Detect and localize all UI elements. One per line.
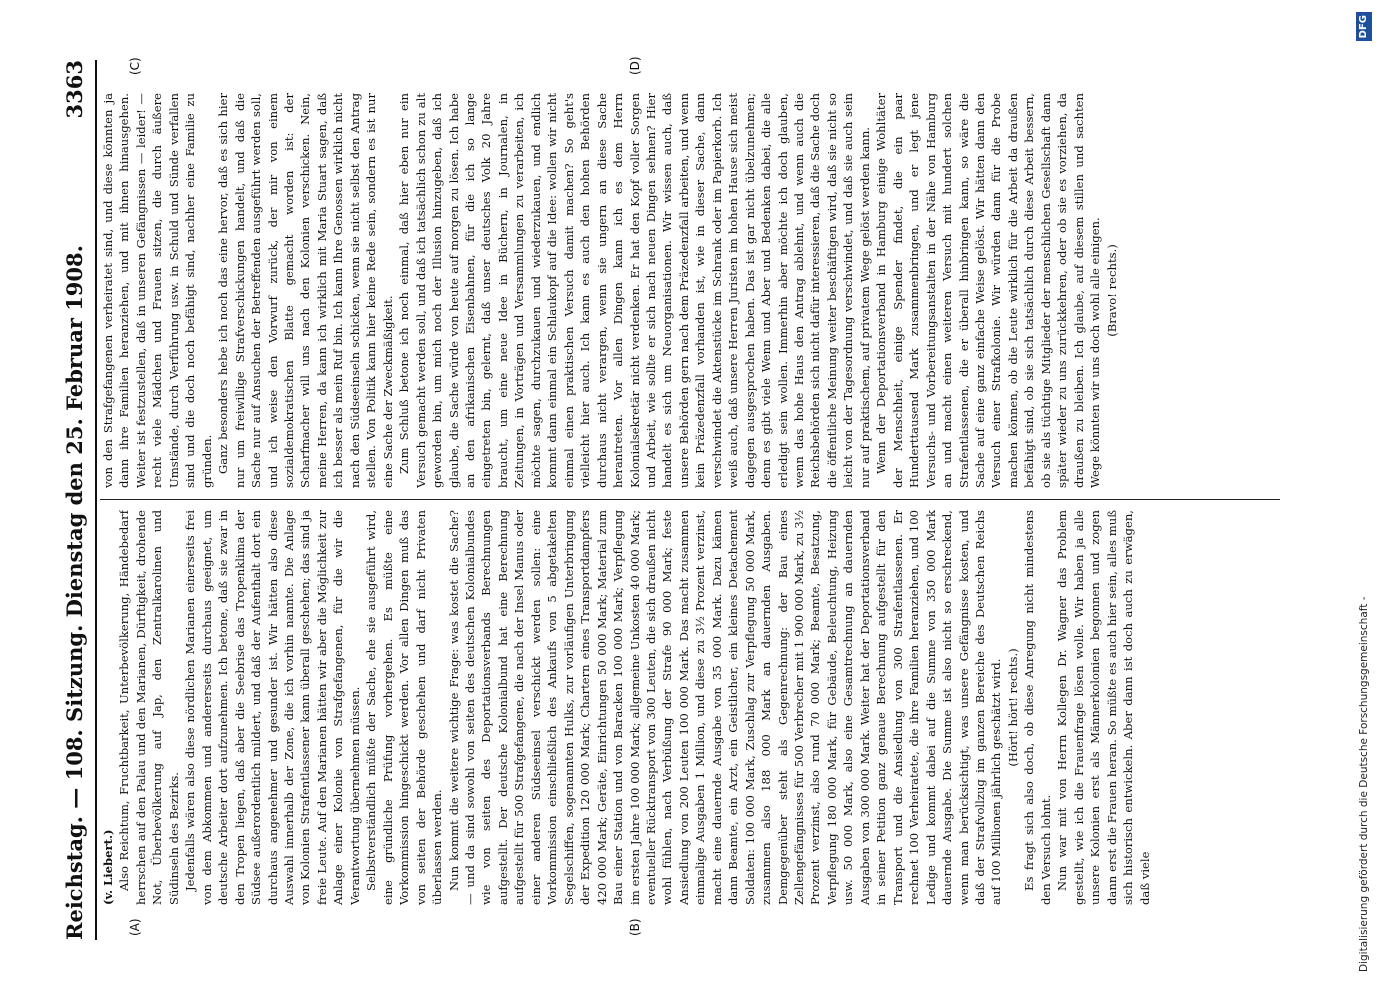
paragraph: Selbstverständlich müßte der Sache, ehe sie ausgeführt wird, eine gründliche Prüfung vorhergehen. Es müßte eine Vorkommission hingeschickt werden. Vor allen Dingen muß das von seiten der Behörde geschehen und darf nicht Privaten überlassen werden. [364, 510, 445, 905]
applause-note: (Bravo! rechts.) [1104, 244, 1119, 337]
margin-marker-d: (D) [628, 56, 642, 75]
right-column [100, 93, 1280, 488]
margin-marker-c: (C) [128, 57, 142, 75]
left-column [100, 510, 1280, 905]
credit-line: Digitalisierung gefördert durch die Deutsche Forschungsgemeinschaft - [1358, 596, 1370, 972]
paragraph: Wenn der Deportationsverband in Hamburg einige Wohltäter der Menschheit, einige Spender findet, die ein paar Hunderttausend Mark zusammenbringen, und er legt jene Versuchs- und Vorbereitungsanstalten in der Nähe von Hamburg an und macht einen weiteren Versuch mit hundert solchen Strafentlassenen, die er überall hinbringen kann, so wäre die Sache auf eine ganz einfache Weise gelöst. Wir hätten dann den Versuch einer Strafkolonie. Wir würden dann für die Probe machen können, ob die Leute wirklich für die Arbeit da draußen befähigt sind, ob sie sich tatsächlich durch diese Arbeit bessern, ob sie als tüchtige Mitglieder der menschlichen Gesellschaft dann später wieder zu uns zurückkehren, oder ob sie es vorziehen, da draußen zu bleiben. Ich glaube, auf diesem stillen und sachten Wege könnten wir uns doch wohl alle einigen. [874, 93, 1103, 488]
page-number: 3363 [62, 60, 87, 119]
paragraph: Nun war mit von Herrn Kollegen Dr. Wagner das Problem gestellt, wie ich die Frauenfrage lösen wolle. Wir haben ja alle unsere Kolonien erst als Männerkolonien begonnen und zogen dann erst die Frauen heran. So müßte es auch hier sein, alles muß sich historisch entwickeln. Aber dann ist doch auch zu erwägen, daß viele [1055, 510, 1152, 905]
running-title: Reichstag. — 108. Sitzung. Dienstag den 25. Februar 1908. [62, 245, 87, 940]
paragraph: Also Reichtum, Fruchtbarkeit, Unterbevölkerung, Händebedarf herrschen auf den Palau und den Marianen, Dürftigkeit, drohende Not, Überbevölkerung auf Jap, den Zentralkarolinen und Südinseln des Bezirks. [117, 510, 181, 905]
speaker-name: (v. Liebert.) [101, 829, 115, 905]
paragraph: Jedenfalls wären also diese nördlichen Marianen einerseits frei von dem Abkommen und andererseits durchaus geeignet, um deutsche Arbeiter dort aufzunehmen. Ich betone, daß sie zwar in den Tropen liegen, daß aber die Seebrise das Tropenklima der Südsee außerordentlich mildert, und daß der Aufenthalt dort ein durchaus angenehmer und gesunder ist. Wir hätten also diese Auswahl innerhalb der Zone, die ich vorhin nannte. Die Anlage von Kolonien Strafentlassener kann überall geschehen; das sind ja freie Leute. Auf den Marianen hätten wir aber die Möglichkeit zur Anlage einer Kolonie von Strafgefangenen, für die wir die Verantwortung übernehmen müssen. [183, 510, 362, 905]
paragraph: von den Strafgefangenen verheiratet sind, und diese könnten ja dann ihre Familien heranziehen, und mit ihnen hinausgehen. Weiter ist festzustellen, daß in unseren Gefängnissen — leider! — recht viele Mädchen und Frauen sitzen, die durch äußere Umstände, durch Verführung usw. in Schuld und Sünde verfallen sind und die doch noch befähigt sind, nachher eine Familie zu gründen. [101, 93, 214, 488]
header-rule [95, 60, 97, 940]
column-rule [100, 499, 1280, 500]
page-header [62, 60, 92, 940]
margin-marker-a: (A) [128, 918, 142, 936]
paragraph: Zum Schluß betone ich noch einmal, daß hier eben nur ein Versuch gemacht werden soll, und daß ich tatsächlich schon zu alt geworden bin, um mich noch der Illusion hinzugeben, daß ich glaube, die Sache würde von heute auf morgen zu lösen. Ich habe an den afrikanischen Eisenbahnen, für die ich so lange eingetreten bin, gelernt, daß unser deutsches Volk 20 Jahre braucht, um eine neue Idee in Büchern, in Journalen, in Zeitungen, in Vorträgen und Versammlungen zu verarbeiten, ich möchte sagen, durchzukauen und wiederzukauen, und endlich kommt dann einmal ein Schlaukopf auf die Idee: wollen wir nicht einmal einen praktischen Versuch damit machen? So geht's vielleicht hier auch. Ich kann es auch den hohen Behörden durchaus nicht verargen, wenn sie ungern an diese Sache herantreten. Vor allen Dingen kann ich es dem Herrn Kolonialsekretär nicht verdenken. Er hat den Kopf voller Sorgen und Arbeit, wie sollte er sich nach neuen Dingen sehnen? Hier handelt es sich um Neuorganisationen. Wir wissen auch, daß unsere Behörden gern nach dem Präzedenzfall arbeiten, und wenn kein Präzedenzfall vorhanden ist, wie in dieser Sache, dann verschwindet die Aktenstücke im Schrank oder im Papierkorb. Ich weiß auch, daß unsere Herren Juristen im hohen Hause sich meist dagegen ausgesprochen haben. Das ist gar nicht übelzunehmen; denn es gibt viele Wenn und Aber und Bedenken dabei, die alle erledigt sein wollen. Immerhin aber möchte ich doch glauben, wenn das hohe Haus den Antrag ablehnt, und wenn auch die Reichsbehörden sich nicht dafür interessieren, daß die Sache doch die öffentliche Meinung weiter beschäftigen wird, daß sie nicht so leicht von der Tagesordnung verschwindet, und daß sie auch sein nur auf praktischem, auf privatem Wege gelöst werden kann. [397, 93, 872, 488]
digitization-credit [1352, 12, 1376, 972]
paragraph: Ganz besonders hebe ich noch das eine hervor, daß es sich hier nur um freiwillige Strafverschickungen handelt, und daß die Sache nur auf Ansuchen der Betreffenden ausgeführt werden soll, und ich weise den Vorwurf zurück, der mir von einem sozialdemokratischen Blatte gemacht worden ist: der Scharfmacher will uns nach den Kolonien verschicken. Nein, meine Herren, da kann ich wirklich mit Maria Stuart sagen, daß ich besser als mein Ruf bin. Ich kann Ihre Genossen wirklich nicht nach den Südseeinseln schicken, wenn sie nicht selbst den Antrag stellen. Von Politik kann hier keine Rede sein, sondern es ist nur eine Sache der Zweckmäßigkeit. [216, 93, 395, 488]
paragraph: Es fragt sich also doch, ob diese Anregung nicht mindestens den Versuch lohnt. [1022, 510, 1053, 905]
margin-marker-b: (B) [628, 918, 642, 936]
dfg-logo: DFG [1356, 12, 1372, 41]
interjection: (Hört! hört! rechts.) [1005, 648, 1020, 767]
credit-text [1352, 12, 1376, 972]
paragraph: Nun kommt die weitere wichtige Frage: was kostet die Sache? — und da sind sowohl von seiten des deutschen Kolonialbundes wie von seiten des Deportationsverbands Berechnungen aufgestellt. Der deutsche Kolonialbund hat eine Berechnung aufgestellt für 500 Strafgefangene, die nach der Insel Manus oder einer anderen Südseeinsel verschickt werden sollen: eine Vorkommission einschließlich des Ankaufs von 5 abgetakelten Segelschiffen, sogenannten Hulks, zur vorläufigen Unterbringung der Expedition 120 000 Mark; Chartern eines Transportdampfers 420 000 Mark; Geräte, Einrichtungen 50 000 Mark; Material zum Bau einer Station und von Baracken 100 000 Mark; Verpflegung im ersten Jahre 100 000 Mark; allgemeine Unkosten 40 000 Mark; eventueller Rücktransport von 300 Leuten, die sich draußen nicht wohl fühlen, nach Verbüßung der Strafe 90 000 Mark; feste Ansiedlung von 200 Leuten 100 000 Mark. Das macht zusammen einmalige Ausgaben 1 Million, und diese zu 3½ Prozent verzinst, macht eine dauernde Ausgabe von 35 000 Mark. Dazu kämen dann Beamte, ein Arzt, ein Geistlicher, ein kleines Detachement Soldaten: 100 000 Mark, Zuschlag zur Verpflegung 50 000 Mark, zusammen also 188 000 Mark an dauernden Ausgaben. Demgegenüber steht als Gegenrechnung: der Bau eines Zellengefängnisses für 500 Verbrecher mit 1 900 000 Mark, zu 3½ Prozent verzinst, also rund 70 000 Mark; Beamte, Besatzung, Verpflegung 180 000 Mark, für Gebäude, Beleuchtung, Heizung usw. 50 000 Mark, also eine Gesamtrechnung an dauernden Ausgaben von 300 000 Mark. Weiter hat der Deportationsverband in seiner Petition ganz genaue Berechnung aufgestellt für den Transport und die Ansiedlung von 300 Strafentlassenen. Er rechnet 100 Verheiratete, die ihre Familien heranziehen, und 100 Ledige und kommt dabei auf die Summe von 350 000 Mark dauernde Ausgabe. Die Summe ist also nicht so erschreckend, wenn man berücksichtigt, was unsere Gefängnisse kosten, und daß der Strafvollzug im ganzen Bereiche des Deutschen Reichs auf 100 Millionen jährlich geschätzt wird. [446, 510, 1004, 905]
